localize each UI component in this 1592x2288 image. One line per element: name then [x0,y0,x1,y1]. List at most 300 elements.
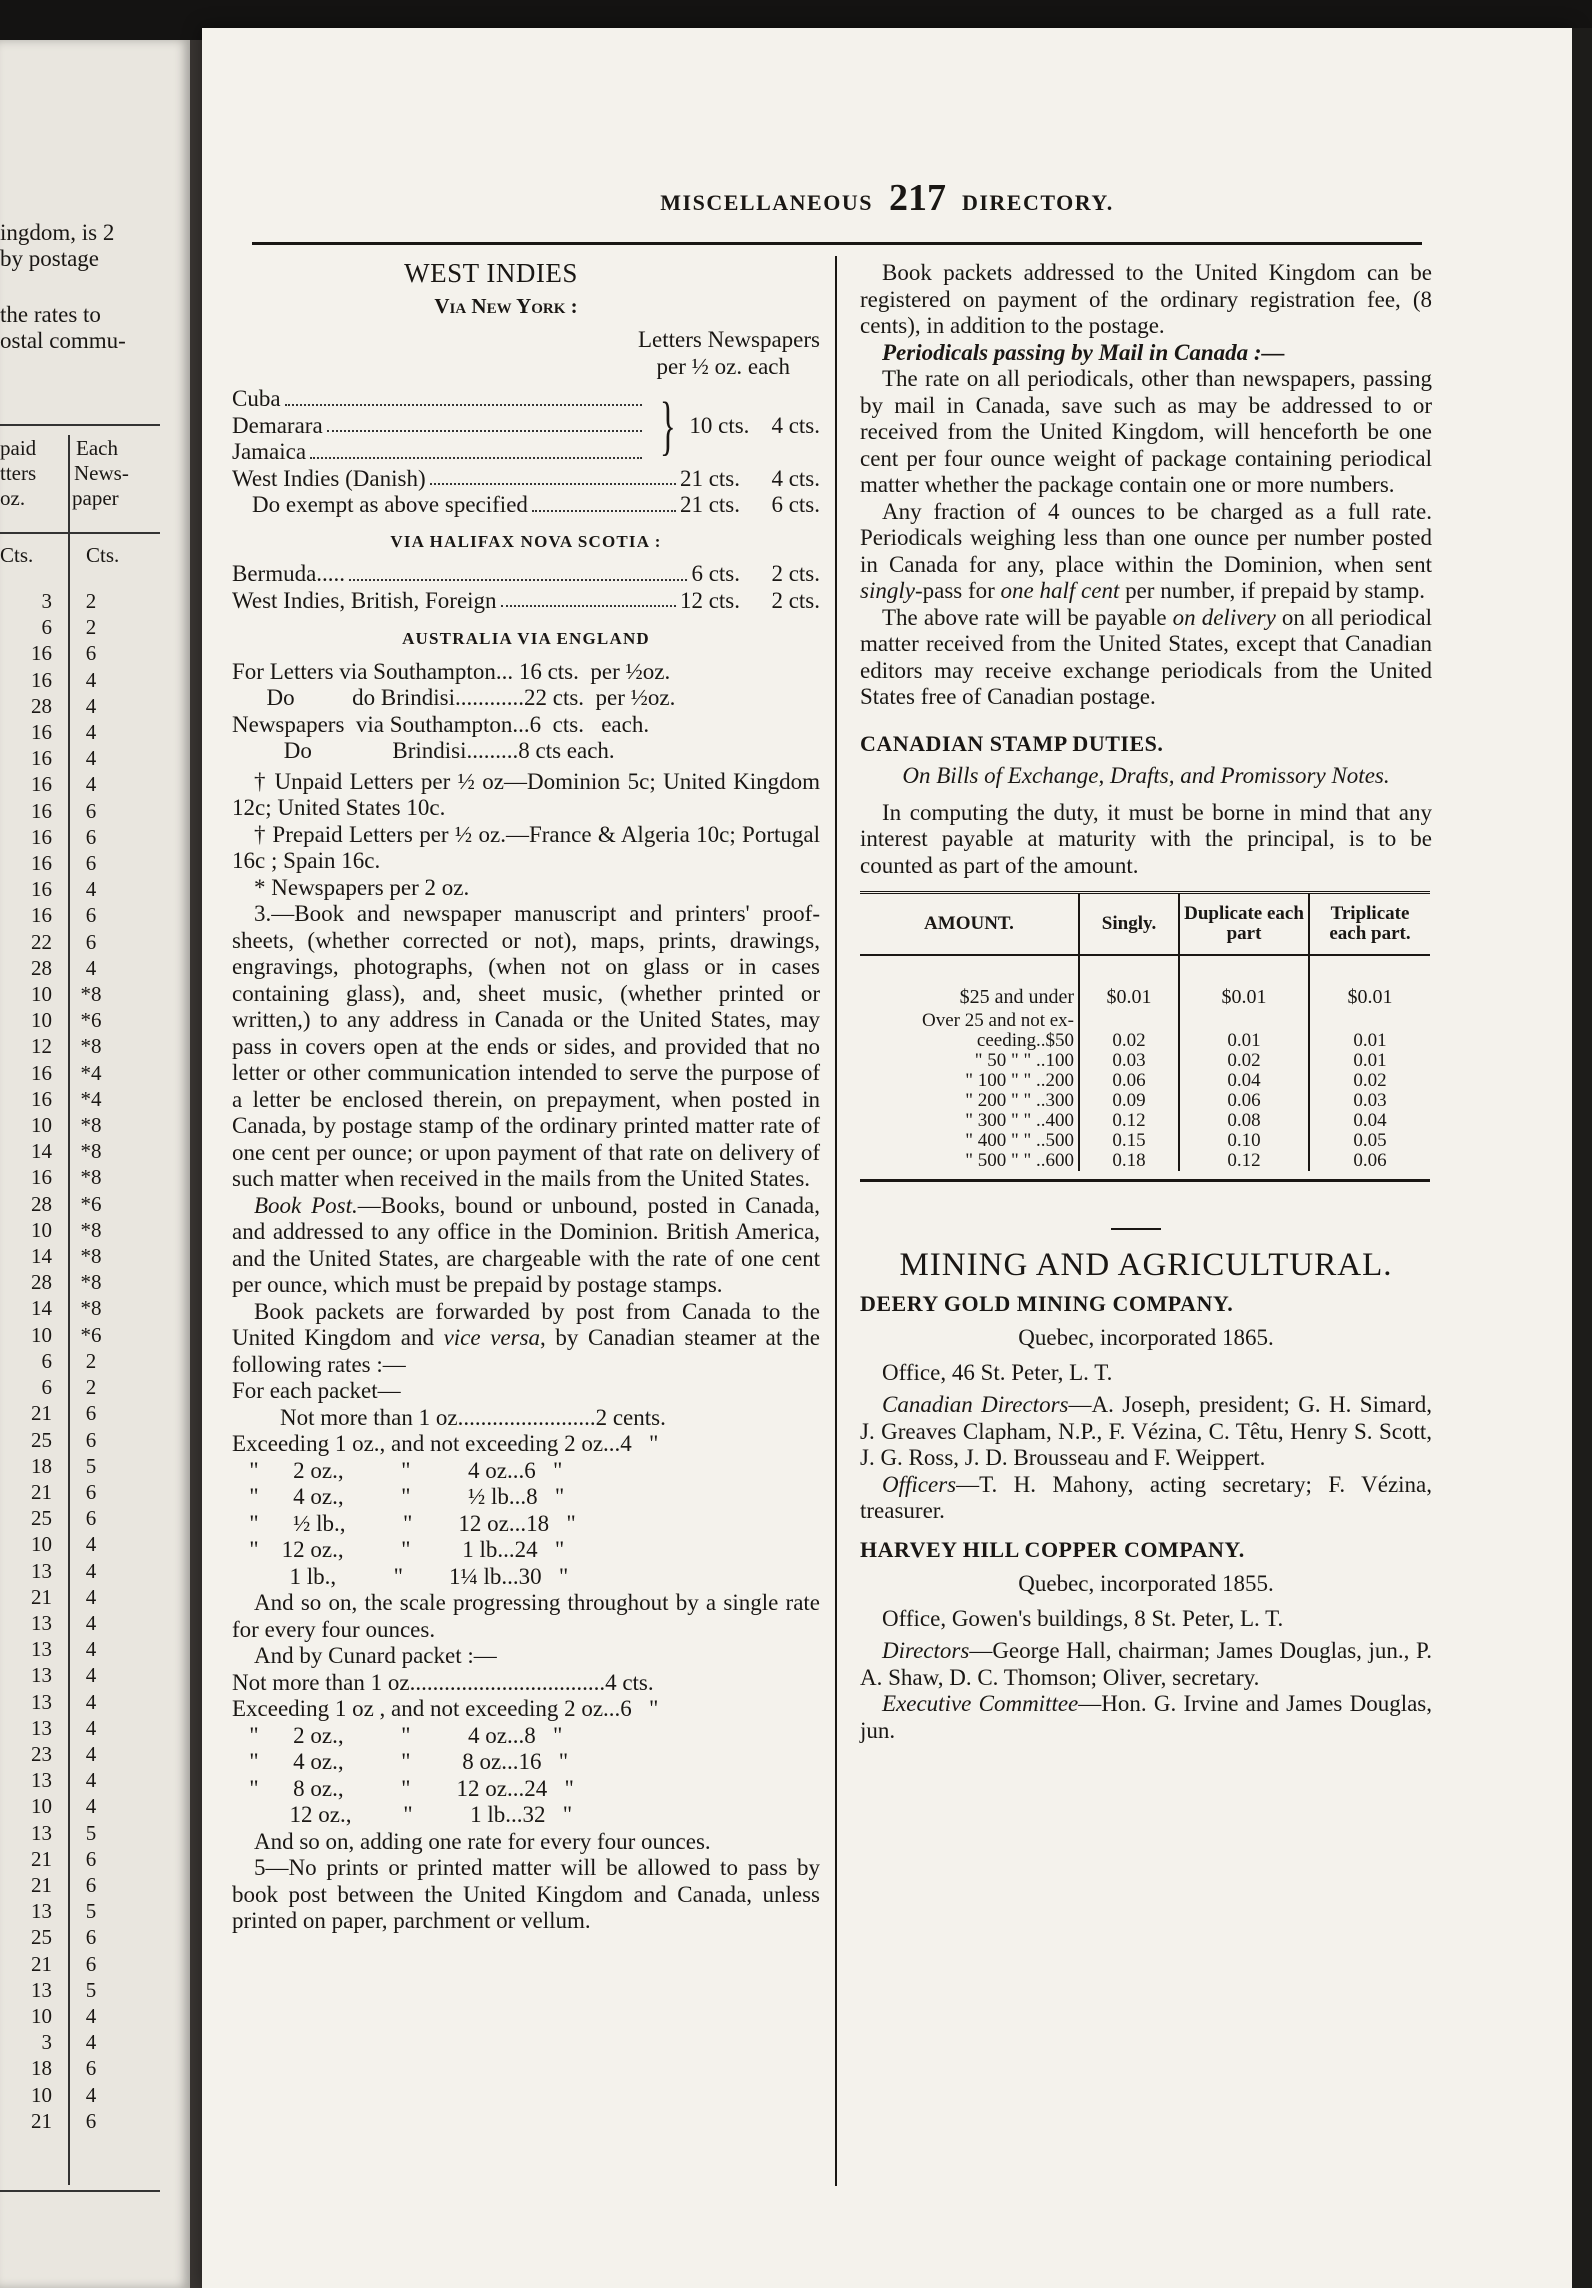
left-rate-letters: 10 [31,1113,52,1138]
brace-letter-rate: 10 cts. [689,412,750,438]
th-duplicate: Duplicate each part [1179,893,1309,956]
left-rate-row [0,1217,130,1243]
stamp-duty-table [860,891,1430,1171]
left-rate-row [0,1269,130,1295]
left-rate-newspaper: 4 [85,1741,97,1766]
left-rate-newspaper: 2 [85,1348,97,1373]
packets-intro-vice-versa: vice versa [443,1325,541,1350]
bills-subheading: On Bills of Exchange, Drafts, and Promissory Notes. [902,763,1390,788]
left-rate-row [0,1531,130,1557]
left-rate-letters: 16 [31,851,52,876]
left-rate-letters: 13 [31,1820,52,1845]
left-rate-newspaper: 4 [85,1610,97,1635]
left-rate-letters: 10 [31,2003,52,2028]
table-bottom-rule [860,1179,1430,1182]
duty-row [860,1031,1430,1051]
left-rate-newspaper: 6 [85,1951,97,1976]
left-rate-row [0,1479,130,1505]
left-rate-letters: 21 [31,1584,52,1609]
left-rate-row [0,2108,130,2134]
left-rate-letters: 16 [31,772,52,797]
left-rate-newspaper: 6 [85,1401,97,1426]
left-rate-newspaper: 6 [85,1872,97,1897]
australia-line-2: Do do Brindisi............22 cts. per ½oz. [232,685,676,710]
duty-singly: 0.12 [1079,1111,1179,1131]
wi-danish-rate: 21 cts. [679,465,740,491]
left-rate-letters: 16 [31,903,52,928]
duty-triplicate: 0.01 [1309,1031,1430,1051]
harvey-executive-label: Executive Committee [882,1691,1079,1716]
left-rate-row [0,1427,130,1453]
left-rate-newspaper: 4 [85,1689,97,1714]
left-rate-newspaper: 4 [85,1663,97,1688]
left-rate-letters: 28 [31,955,52,980]
wi-british-news: 2 cts. [771,587,820,613]
left-rate-row [0,876,130,902]
duty-amount: " 300 " " ..400 [965,1110,1074,1131]
harvey-executive-text: —Hon. G. Irvine and James Douglas, jun. [860,1691,1432,1743]
left-rate-newspaper: 6 [85,1846,97,1871]
wi-british-rate: 12 cts. [679,587,740,613]
left-rate-newspaper: 2 [85,589,97,613]
cunard-rate-row: " 8 oz., " 12 oz...24 " [232,1775,574,1801]
book-post-label: Book Post. [254,1192,358,1218]
left-rate-letters: 14 [31,1139,52,1164]
packets-intro [232,1299,820,1379]
left-rate-newspaper: 6 [85,2108,97,2133]
left-rate-letters: 6 [41,615,52,640]
duty-row [860,1151,1430,1171]
left-rate-row [0,1112,130,1138]
right-column [860,260,1432,1744]
left-line-5: ostal commu- [0,328,126,353]
bermuda-news: 2 cts. [771,561,820,586]
section-dash [1111,1228,1161,1230]
deery-heading: DEERY GOLD MINING COMPANY. [860,1290,1234,1316]
left-rate-newspaper: 6 [85,1925,97,1950]
canadian-rate-row: " ½ lb., " 12 oz...18 " [232,1510,576,1536]
left-rate-letters: 25 [31,1427,52,1452]
left-line-4: the rates to [0,302,101,327]
left-col-head-a3: oz. [0,486,26,510]
duty-triplicate: 0.01 [1309,1051,1430,1071]
brace-news-rate: 4 cts. [771,412,820,438]
left-rate-newspaper: 5 [85,1453,97,1478]
left-rate-letters: 21 [31,1846,52,1871]
duty-triplicate: 0.04 [1309,1111,1430,1131]
left-rate-row [0,1793,130,1819]
left-rate-row [0,1322,130,1348]
page-217 [202,28,1572,2288]
left-rate-row [0,929,130,955]
newspapers-note: * Newspapers per 2 oz. [254,874,470,900]
left-rate-row [0,1715,130,1741]
left-rate-letters: 3 [41,589,52,613]
left-rate-row [0,1558,130,1584]
paragraph-3: 3.—Book and newspaper manuscript and printers' proof-sheets, (whether corrected or not), maps, prints, drawings, engravings, photographs, (when not on glass or in cases containing glass), and, sheet music, (whether printed or written,) to any address in Canada or the United States, may pass in covers open at the ends or sides, and provided that no letter or other communication intended to serve the purpose of a letter be enclosed therein, on prepayment, when posted in Canada, by postage stamp of the ordinary printed matter rate of one cent per ounce; or upon payment of that rate on delivery of such matter when received in the mails from the United States. [232,901,820,1191]
left-rate-row [0,1767,130,1793]
left-rate-letters: 18 [31,1453,52,1478]
duty-singly: 0.09 [1079,1091,1179,1111]
duty-amount: Over 25 and not ex- [922,1010,1074,1031]
left-rate-letters: 16 [31,877,52,902]
left-rate-newspaper: 6 [85,851,97,876]
left-rate-newspaper: *8 [80,1165,102,1190]
wi-danish-news: 4 cts. [771,465,820,491]
left-rate-newspaper: 4 [85,693,97,718]
left-rate-letters: 10 [31,1794,52,1819]
left-rate-row [0,640,130,666]
left-rate-row [0,1138,130,1164]
page-number: 217 [888,177,946,219]
duty-row [860,1051,1430,1071]
left-rate-newspaper: 4 [85,746,97,771]
duty-duplicate [1179,1011,1309,1031]
duty-row [860,1131,1430,1151]
left-rate-letters: 13 [31,1715,52,1740]
left-rate-row [0,1662,130,1688]
left-rate-letters: 21 [31,1479,52,1504]
left-rate-letters: 18 [31,2056,52,2081]
canadian-rate-row: " 4 oz., " ½ lb...8 " [232,1484,565,1509]
left-rate-row [0,1033,130,1059]
left-rate-letters: 3 [41,2030,52,2055]
left-col-unit-b: Cts. [86,543,120,567]
left-rate-newspaper: *4 [80,1086,102,1111]
left-rate-row [0,798,130,824]
duty-triplicate: $0.01 [1309,955,1430,1011]
left-rate-newspaper: 6 [85,1479,97,1504]
left-line-1: ingdom, is 2 [0,220,115,245]
left-rate-letters: 28 [31,693,52,718]
left-rate-letters: 12 [31,1034,52,1059]
harvey-executive [860,1691,1432,1744]
left-rate-newspaper: 6 [85,824,97,849]
australia-line-3: Newspapers via Southampton...6 cts. each. [232,711,650,737]
left-rate-letters: 13 [31,1610,52,1635]
deery-directors [860,1392,1432,1472]
fraction-c: per number, if prepaid by stamp. [1119,578,1426,603]
book-post-paragraph [232,1193,820,1299]
left-rate-newspaper: *8 [80,1034,102,1059]
left-rate-newspaper: 4 [85,772,97,797]
duty-row [860,1111,1430,1131]
left-rate-row [0,1191,130,1217]
header-rule [252,242,1422,245]
duty-triplicate [1309,1011,1430,1031]
left-rate-row [0,1636,130,1662]
duty-duplicate: 0.08 [1179,1111,1309,1131]
left-rate-newspaper: *8 [80,1113,102,1138]
left-rate-row [0,955,130,981]
left-rate-letters: 16 [31,667,52,692]
left-rate-letters: 10 [31,982,52,1007]
fraction-paragraph [860,499,1432,605]
left-rate-newspaper: 5 [85,1899,97,1924]
harvey-directors-label: Directors [882,1638,970,1663]
duty-row [860,1071,1430,1091]
left-rate-newspaper: 4 [85,955,97,980]
left-rate-letters: 28 [31,1191,52,1216]
do-exempt-label: Do exempt as above specified [252,492,528,517]
scan-right-border [1572,28,1592,2288]
west-indies-title: WEST INDIES [404,258,578,288]
left-rate-row [0,771,130,797]
left-rate-newspaper: *8 [80,1270,102,1295]
left-rate-row [0,1060,130,1086]
left-rate-letters: 22 [31,929,52,954]
payable-b: on all periodical matter received from the United States, except that Canadian editors may receive exchange periodicals from the United States free of Canadian postage. [860,604,1432,709]
left-rate-letters: 10 [31,1008,52,1033]
left-rate-newspaper: *8 [80,1217,102,1242]
left-rate-row [0,1007,130,1033]
rate-col-head-1: Letters Newspapers [637,327,820,352]
left-rate-row [0,1505,130,1531]
harvey-incorporated: Quebec, incorporated 1855. [1018,1571,1274,1596]
cunard-rate-row: " 4 oz., " 8 oz...16 " [232,1749,569,1774]
harvey-heading: HARVEY HILL COPPER COMPANY. [860,1536,1245,1562]
fraction-singly: singly [860,578,915,603]
left-rate-newspaper: *8 [80,1296,102,1321]
left-rate-letters: 28 [31,1270,52,1295]
left-rate-newspaper: 6 [85,1506,97,1531]
left-rate-letters: 25 [31,1506,52,1531]
do-exempt-news: 6 cts. [771,492,820,517]
duty-singly: 0.15 [1079,1131,1179,1151]
duty-amount: " 400 " " ..500 [965,1130,1074,1151]
cunard-rate-row: 12 oz., " 1 lb...32 " [232,1802,573,1827]
left-col-head-b1: Each [76,436,118,460]
adding-note: And so on, adding one rate for every four ounces. [254,1828,711,1854]
rate-col-head-2: per ½ oz. each [656,353,790,379]
wi-danish-label: West Indies (Danish) [232,465,426,491]
fraction-a: Any fraction of 4 ounces to be charged as a full rate. Periodicals weighing less than one ounce per number posted in Canada for any, place within the Dominion, when sent [860,498,1432,577]
left-rate-letters: 21 [31,2108,52,2133]
duty-triplicate: 0.06 [1309,1151,1430,1171]
left-rate-letters: 16 [31,1165,52,1190]
duty-singly: 0.18 [1079,1151,1179,1171]
cuba-label: Cuba [232,386,281,411]
canadian-rate-rows [232,1405,820,1591]
left-rate-newspaper: *8 [80,1139,102,1164]
th-triplicate: Triplicate each part. [1309,893,1430,956]
th-singly: Singly. [1079,893,1179,956]
left-rate-row [0,1584,130,1610]
left-rate-newspaper: 6 [85,929,97,954]
left-rate-row [0,1164,130,1190]
left-rate-newspaper: 4 [85,1768,97,1793]
deery-officers [860,1472,1432,1525]
canadian-rate-row: 1 lb., " 1¼ lb...30 " [232,1563,569,1589]
duty-amount: " 50 " " ..100 [974,1050,1074,1071]
left-rate-row [0,1951,130,1977]
left-rate-letters: 6 [41,1375,52,1400]
left-rate-row [0,1400,130,1426]
left-rate-row [0,1872,130,1898]
left-rate-newspaper: 4 [85,2003,97,2028]
cunard-rate-row: Not more than 1 oz..................................4 cts. [232,1669,654,1695]
australia-line-4: Do Brindisi.........8 cts each. [232,738,615,763]
deery-officers-label: Officers [882,1471,957,1497]
left-rate-row [0,1689,130,1715]
left-rate-row [0,1977,130,2003]
left-rate-row [0,1820,130,1846]
left-rate-row [0,1295,130,1321]
bermuda-rate: 6 cts. [691,561,740,586]
left-rate-newspaper: 6 [85,641,97,666]
do-exempt-rate: 21 cts. [679,492,740,517]
australia-line-1: For Letters via Southampton... 16 cts. per ½oz. [232,658,671,684]
canadian-rate-row: " 12 oz., " 1 lb...24 " [232,1537,565,1562]
left-rate-row [0,2003,130,2029]
left-rate-letters: 13 [31,1768,52,1793]
periodicals-heading: Periodicals passing by Mail in Canada :— [882,339,1285,365]
duty-amount: " 100 " " ..200 [965,1070,1074,1091]
left-rate-row [0,667,130,693]
left-rule-top [0,424,160,426]
duty-row [860,1091,1430,1111]
column-rule [835,256,837,2186]
brace-glyph: } [659,388,676,462]
left-rate-newspaper: 6 [85,1427,97,1452]
left-rate-newspaper: 4 [85,1584,97,1609]
left-rate-newspaper: *8 [80,1244,102,1269]
left-rate-letters: 16 [31,746,52,771]
left-rate-newspaper: 4 [85,1532,97,1557]
left-rate-newspaper: 4 [85,1558,97,1583]
duty-duplicate: $0.01 [1179,955,1309,1011]
left-rate-letters: 16 [31,720,52,745]
left-rate-letters: 21 [31,1401,52,1426]
left-rate-numbers [0,588,130,2134]
duty-duplicate: 0.06 [1179,1091,1309,1111]
left-rate-row [0,614,130,640]
deery-officers-text: —T. H. Mahony, acting secretary; F. Vézina, treasurer. [860,1471,1432,1523]
left-rate-newspaper: 2 [85,615,97,640]
left-rate-newspaper: 6 [85,798,97,823]
left-rate-letters: 13 [31,1558,52,1583]
duty-amount: " 500 " " ..600 [965,1150,1074,1171]
left-rate-newspaper: 4 [85,720,97,745]
paragraph-5: 5—No prints or printed matter will be allowed to pass by book post between the United Kingdom and Canada, unless printed on paper, parchment or vellum. [232,1855,820,1933]
harvey-directors [860,1638,1432,1691]
computing-paragraph: In computing the duty, it must be borne in mind that any interest payable at maturity with the principal, is to be counted as part of the amount. [860,799,1432,878]
left-col-head-b3: paper [72,486,119,510]
duty-amount: $25 and under [959,985,1074,1008]
deery-directors-text: —A. Joseph, president; G. H. Simard, J. Greaves Clapham, N.P., F. Vézina, C. Têtu, Henry S. Scott, J. G. Ross, J. D. Brousseau and F. Weippert. [860,1392,1432,1470]
caribbean-group [232,386,820,466]
left-rate-letters: 10 [31,2082,52,2107]
duty-singly [1079,1011,1179,1031]
payable-paragraph [860,605,1432,711]
left-line-2: by postage [0,246,100,271]
duty-duplicate: 0.10 [1179,1131,1309,1151]
via-halifax-heading: VIA HALIFAX NOVA SCOTIA : [390,531,662,551]
left-rate-letters: 14 [31,1296,52,1321]
duty-row [860,1011,1430,1031]
left-column [232,260,820,1935]
left-rate-newspaper: 4 [85,877,97,902]
left-rate-letters: 10 [31,1322,52,1347]
harvey-directors-text: —George Hall, chairman; James Douglas, jun., P. A. Shaw, D. C. Thomson; Oliver, secretary. [860,1638,1432,1690]
left-rate-row [0,2055,130,2081]
left-rate-row [0,1453,130,1479]
deery-directors-label: Canadian Directors [882,1392,1069,1417]
left-rate-newspaper: 4 [85,1794,97,1819]
fraction-half-cent: one half cent [1000,578,1120,603]
cunard-rate-row: Exceeding 1 oz , and not exceeding 2 oz...6 " [232,1696,659,1721]
duty-duplicate: 0.04 [1179,1071,1309,1091]
left-rate-row [0,1086,130,1112]
cunard-heading: And by Cunard packet :— [254,1643,497,1668]
left-rate-newspaper: 2 [85,1375,97,1400]
left-rate-row [0,1610,130,1636]
left-rate-newspaper: 4 [85,1715,97,1740]
left-rate-letters: 21 [31,1951,52,1976]
cunard-rate-row: " 2 oz., " 4 oz...8 " [232,1722,563,1748]
left-rate-row [0,693,130,719]
left-rate-letters: 13 [31,1663,52,1688]
packets-intro-b: , by Canadian steamer at the following rates :— [232,1325,820,1377]
left-rate-row [0,1741,130,1767]
left-rate-letters: 23 [31,1741,52,1766]
left-rate-letters: 25 [31,1925,52,1950]
left-rate-newspaper: *8 [80,982,102,1007]
payable-on-delivery: on delivery [1172,604,1276,630]
harvey-office: Office, Gowen's buildings, 8 St. Peter, L. T. [882,1605,1284,1631]
left-rule-bottom [0,2190,160,2192]
left-rate-row [0,850,130,876]
duty-row [860,955,1430,1011]
left-rate-row [0,1348,130,1374]
left-rule-mid [0,532,160,534]
left-rate-letters: 16 [31,798,52,823]
left-page-fragment [0,40,190,2288]
deery-incorporated: Quebec, incorporated 1865. [1018,1325,1274,1350]
left-rate-newspaper: *4 [80,1060,102,1085]
left-rate-letters: 16 [31,1086,52,1111]
duty-singly: 0.03 [1079,1051,1179,1071]
book-packets-registration: Book packets addressed to the United Kingdom can be registered on payment of the ordinary registration fee, (8 cents), in addition to the postage. [860,260,1432,338]
payable-a: The above rate will be payable [882,604,1173,630]
left-rate-letters: 13 [31,1899,52,1924]
left-rate-row [0,745,130,771]
left-col-head-a2: tters [0,461,37,485]
left-rate-letters: 13 [31,1977,52,2002]
left-rate-row [0,1898,130,1924]
left-rate-newspaper: *6 [80,1322,102,1347]
duty-duplicate: 0.01 [1179,1031,1309,1051]
left-rate-newspaper: 4 [85,1637,97,1662]
stamp-duties-heading: CANADIAN STAMP DUTIES. [860,730,1164,756]
periodicals-text: The rate on all periodicals, other than newspapers, passing by mail in Canada, save such as may be addressed to or received from the United Kingdom, will henceforth be one cent per four ounce weight of package containing periodical matter whether the package contain one or more numbers. [860,366,1432,497]
book-post-text: —Books, bound or unbound, posted in Canada, and addressed to any office in the Dominion. British America, and the United States, are chargeable with the rate of one cent per ounce, which must be prepaid by postage stamps. [232,1192,821,1297]
left-rate-newspaper: 6 [85,903,97,928]
header-right: DIRECTORY. [961,190,1114,215]
duty-triplicate: 0.02 [1309,1071,1430,1091]
left-col-unit-a: Cts. [0,543,34,567]
left-rate-row [0,824,130,850]
left-rate-row [0,1374,130,1400]
deery-office: Office, 46 St. Peter, L. T. [882,1359,1113,1385]
left-col-head-b2: News- [74,461,129,485]
duty-singly: 0.02 [1079,1031,1179,1051]
left-rate-letters: 6 [41,1348,52,1373]
left-rate-letters: 16 [31,641,52,666]
demarara-label: Demarara [232,412,323,438]
duty-amount: " 200 " " ..300 [965,1090,1074,1111]
left-rate-newspaper: 5 [85,1820,97,1845]
